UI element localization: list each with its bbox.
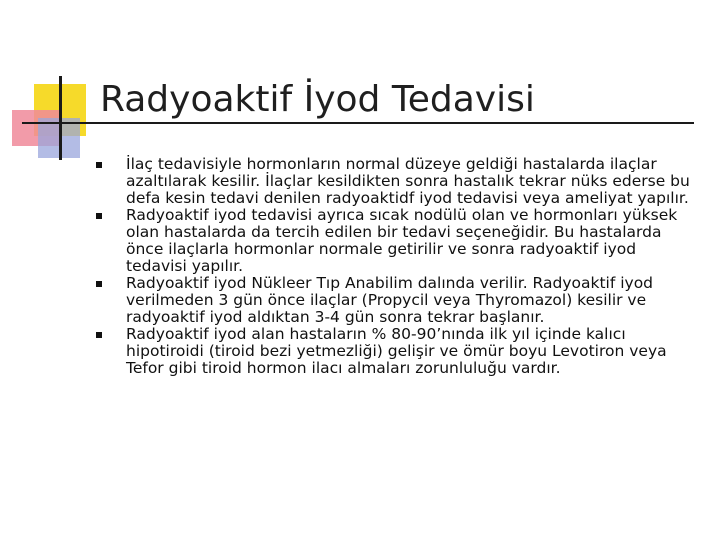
bullet-item bbox=[94, 326, 694, 377]
title-underline-rule bbox=[22, 122, 694, 124]
square-bullet-icon bbox=[96, 281, 102, 287]
logo-vertical-line bbox=[59, 76, 62, 160]
slide-title: Radyoaktif İyod Tedavisi bbox=[100, 79, 535, 120]
bullet-list bbox=[94, 156, 694, 377]
bullet-item bbox=[94, 156, 694, 207]
square-bullet-icon bbox=[96, 213, 102, 219]
bullet-item bbox=[94, 275, 694, 326]
square-bullet-icon bbox=[96, 162, 102, 168]
square-bullet-icon bbox=[96, 332, 102, 338]
bullet-text: İlaç tedavisiyle hormonların normal düzeye geldiği hastalarda ilaçlar azaltılarak kesilir. İlaçlar kesildikten sonra hastalık tekrar nüks ederse bu defa kesin tedavi denilen radyoaktidf iyod tedavisi veya ameliyat yapılır. bbox=[126, 155, 690, 207]
bullet-text: Radyoaktif iyod Nükleer Tıp Anabilim dalında verilir. Radyoaktif iyod verilmeden 3 gün önce ilaçlar (Propycil veya Thyromazol) kesilir ve radyoaktif iyod aldıktan 3-4 gün sonra tekrar başlanır. bbox=[126, 274, 654, 326]
bullet-text: Radyoaktif iyod tedavisi ayrıca sıcak nodülü olan ve hormonları yüksek olan hastalarda da tercih edilen bir tedavi seçeneğidir. Bu hastalarda önce ilaçlarla hormonlar normale getirilir ve sonra radyoaktif iyod tedavisi yapılır. bbox=[126, 206, 678, 275]
bullet-text: Radyoaktif iyod alan hastaların % 80-90’nında ilk yıl içinde kalıcı hipotiroidi (tiroid bezi yetmezliği) gelişir ve ömür boyu Levotiron veya Tefor gibi tiroid hormon ilacı almaları zorunluluğu vardır. bbox=[126, 325, 667, 377]
bullet-item bbox=[94, 207, 694, 275]
